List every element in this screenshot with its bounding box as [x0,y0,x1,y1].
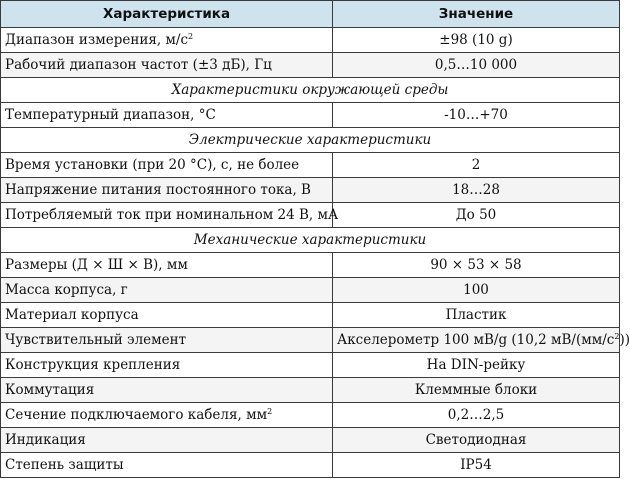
value-text: Акселерометр 100 мВ/g (10,2 мВ/(мм/с [337,332,615,348]
value-text: 0,2…2,5 [447,407,505,423]
header-value: Значение [333,1,620,28]
value-cell [333,153,620,178]
param-text: Рабочий диапазон частот (±3 дБ), Гц [5,57,272,73]
param-cell [1,253,333,278]
param-cell [1,378,333,403]
value-cell [333,28,620,53]
param-text: Потребляемый ток при номинальном 24 В, мА [5,207,339,223]
value-text: -10…+70 [444,107,508,123]
header-row [1,1,620,28]
param-superscript: 2 [267,407,273,416]
table-row [1,353,620,378]
value-cell [333,253,620,278]
param-cell [1,403,333,428]
value-text: IP54 [460,457,492,473]
value-cell [333,203,620,228]
param-cell [1,278,333,303]
value-cell [333,103,620,128]
value-text-after: )) [619,332,630,348]
value-cell [333,303,620,328]
value-cell [333,178,620,203]
param-cell [1,428,333,453]
table-row [1,103,620,128]
value-cell [333,378,620,403]
table-row [1,453,620,478]
value-text: На DIN-рейку [426,357,526,373]
section-title: Характеристики окружающей среды [1,78,620,103]
value-cell [333,53,620,78]
param-text: Время установки (при 20 °С), с, не более [5,157,300,173]
value-cell [333,353,620,378]
param-cell [1,28,333,53]
section-row [1,228,620,253]
table-row [1,253,620,278]
table-row [1,403,620,428]
value-text: До 50 [455,207,497,223]
table-body [1,28,630,478]
param-text: Индикация [5,432,86,448]
param-cell [1,303,333,328]
value-cell [333,428,620,453]
param-text: Масса корпуса, г [5,282,128,298]
table-row [1,53,620,78]
param-text: Конструкция крепления [5,357,181,373]
value-text: 0,5…10 000 [434,57,518,73]
param-text: Температурный диапазон, °С [5,107,216,123]
table-row [1,428,620,453]
param-text: Материал корпуса [5,307,139,323]
param-cell [1,453,333,478]
table-row [1,203,620,228]
table-row [1,153,620,178]
value-text: 90 × 53 × 58 [430,257,522,273]
param-cell [1,353,333,378]
value-text: Клеммные блоки [414,382,538,398]
header-param: Характеристика [1,1,333,28]
param-cell [1,103,333,128]
value-cell [333,328,630,353]
table-row [1,378,620,403]
value-text: 18…28 [452,182,500,198]
param-cell [1,203,339,228]
value-text: Пластик [445,307,507,323]
value-cell [333,278,620,303]
param-superscript: 2 [188,32,194,41]
value-text: 100 [463,282,489,298]
param-text: Чувствительный элемент [5,332,187,348]
table-row [1,278,620,303]
value-text: 2 [471,157,481,173]
table-row [1,303,620,328]
table-row [1,178,620,203]
section-title: Электрические характеристики [1,128,620,153]
param-text: Размеры (Д × Ш × В), мм [5,257,188,273]
param-cell [1,153,333,178]
param-text: Сечение подключаемого кабеля, мм [5,407,268,423]
param-cell [1,178,333,203]
param-text: Степень защиты [5,457,124,473]
value-text: ±98 (10 g) [439,32,513,48]
table-row [1,28,620,53]
section-title: Механические характеристики [1,228,620,253]
param-cell [1,328,333,353]
section-row [1,78,620,103]
param-text: Диапазон измерения, м/с [5,32,189,48]
param-text: Коммутация [5,382,95,398]
value-superscript: 2 [614,332,620,341]
value-text: Светодиодная [425,432,527,448]
value-cell [333,453,620,478]
section-row [1,128,620,153]
param-cell [1,53,333,78]
table-row [1,328,620,353]
value-cell [333,403,620,428]
param-text: Напряжение питания постоянного тока, В [5,182,311,198]
